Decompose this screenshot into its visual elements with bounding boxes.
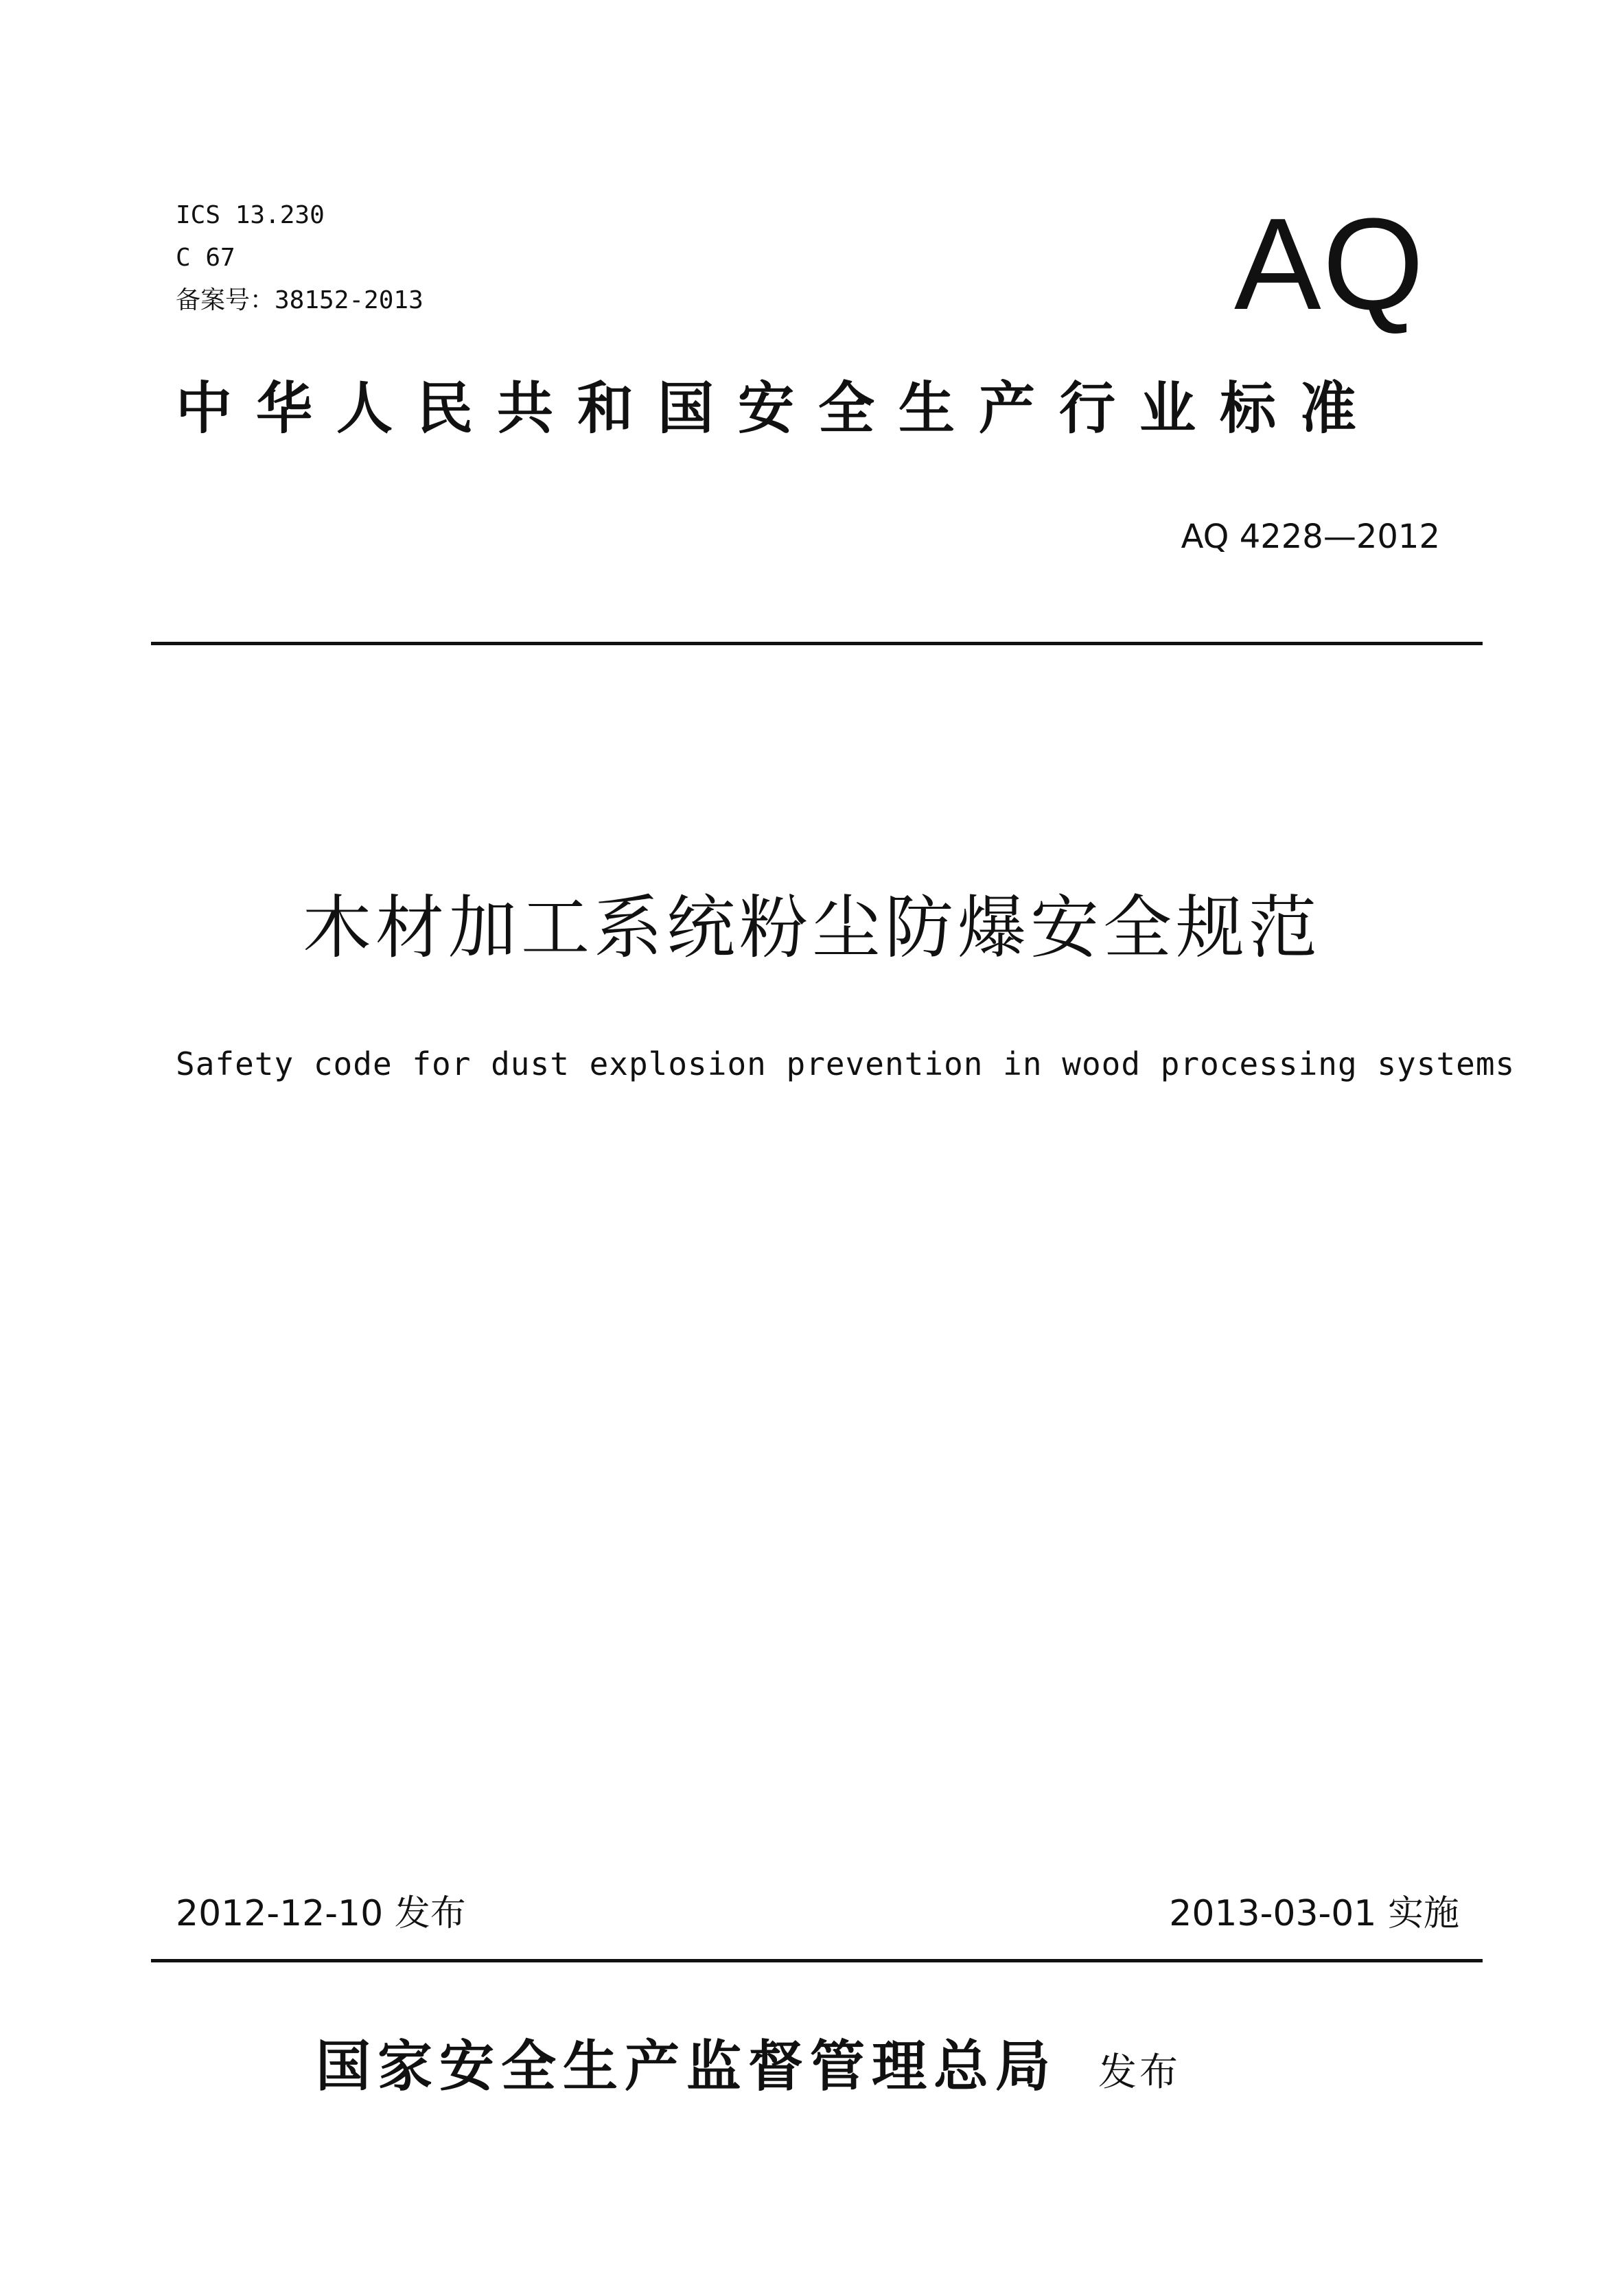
issuing-action: 发布 bbox=[1098, 2050, 1181, 2095]
top-divider bbox=[151, 642, 1483, 645]
implementation-date: 2013-03-01 实施 bbox=[1169, 1893, 1459, 1934]
document-english-title: Safety code for dust explosion prevention in wood processing systems bbox=[176, 1045, 1516, 1082]
standard-number: AQ 4228—2012 bbox=[1181, 518, 1440, 556]
issuing-authority: 国家安全生产监督管理总局 bbox=[316, 2034, 1057, 2098]
classification-block bbox=[176, 194, 424, 322]
ics-code: ICS 13.230 bbox=[176, 201, 325, 229]
industry-standard-title: 中华人民共和国安全生产行业标准 bbox=[176, 375, 1381, 441]
ccs-code: C 67 bbox=[176, 244, 235, 272]
issuer-row bbox=[316, 2032, 1181, 2107]
bottom-divider bbox=[151, 1959, 1483, 1962]
document-title: 木材加工系统粉尘防爆安全规范 bbox=[303, 888, 1321, 968]
standard-mark: AQ bbox=[1234, 192, 1426, 337]
filing-number: 备案号：38152-2013 bbox=[176, 286, 424, 314]
issue-date: 2012-12-10 发布 bbox=[176, 1893, 466, 1934]
